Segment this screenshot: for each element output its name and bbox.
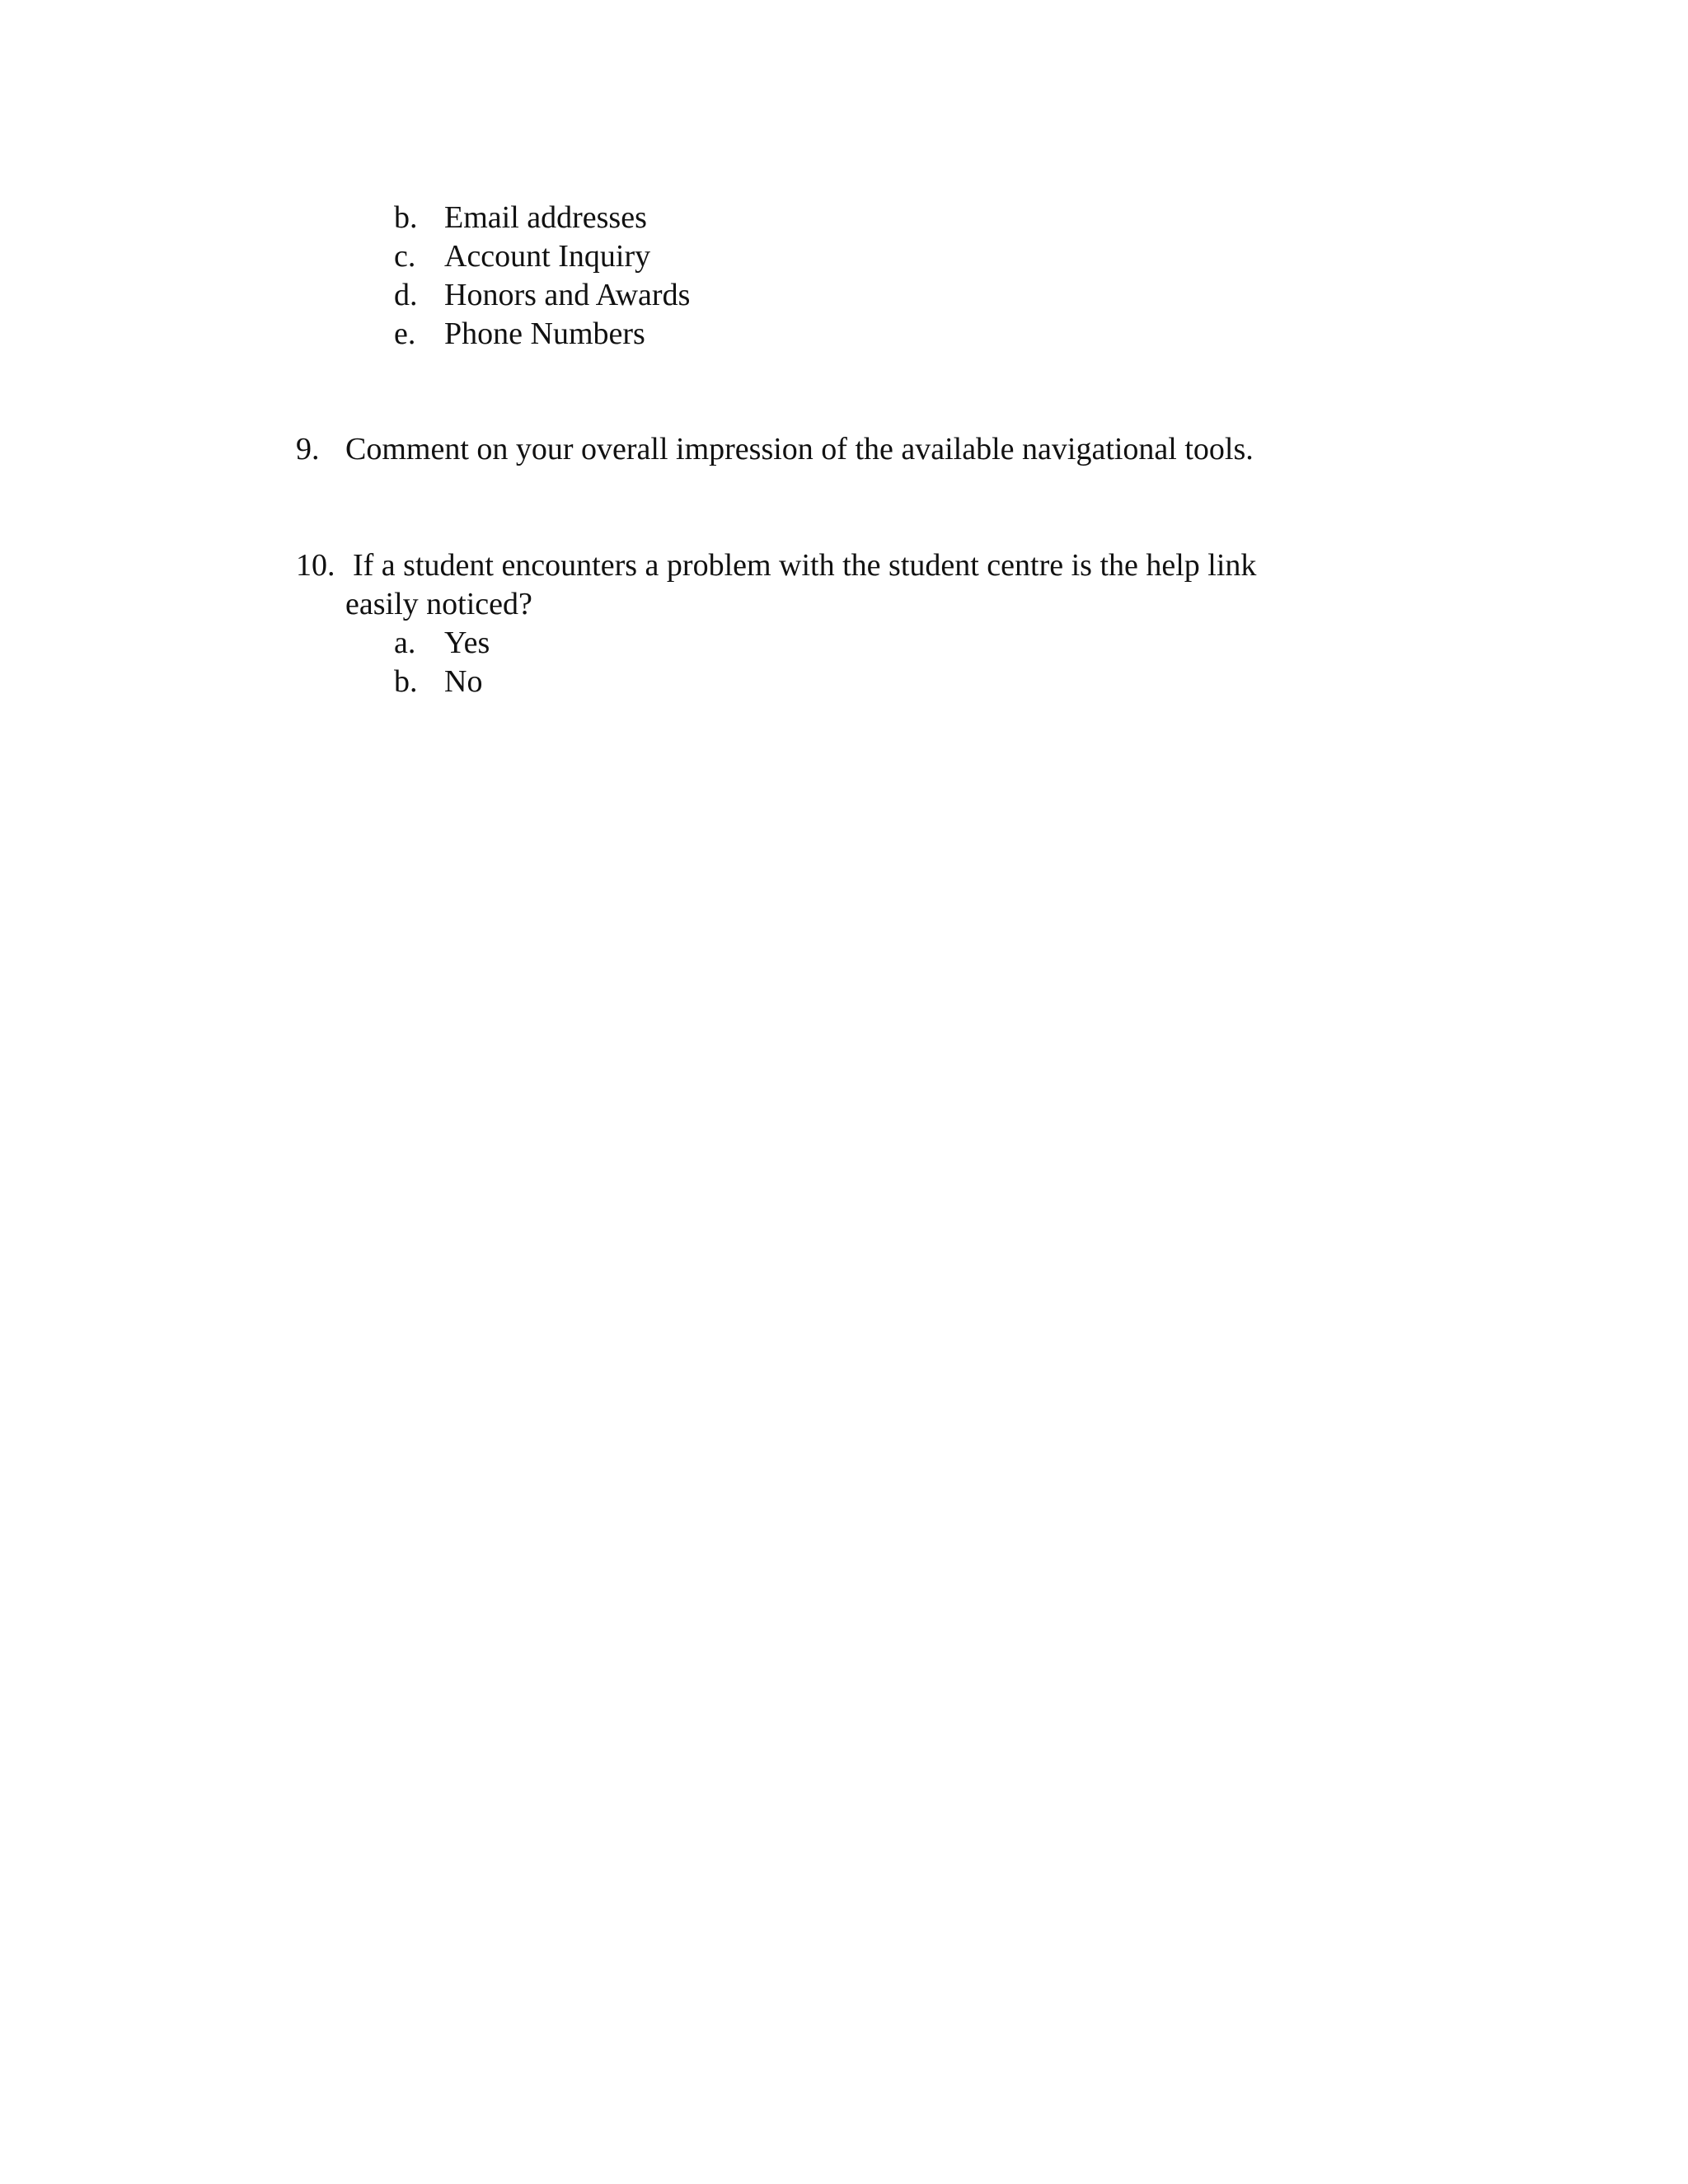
option-text: No (444, 664, 483, 699)
option-text: Yes (444, 626, 490, 660)
option-marker: e. (394, 316, 416, 351)
option-text: Phone Numbers (444, 316, 645, 351)
option-marker: d. (394, 278, 418, 312)
option-text: Account Inquiry (444, 239, 651, 274)
option-marker: a. (394, 626, 416, 660)
option-marker: b. (394, 664, 418, 699)
question-number: 10. (296, 548, 335, 583)
option-text: Email addresses (444, 200, 647, 235)
question-text: Comment on your overall impression of the available navigational tools. (345, 432, 1254, 466)
question-text-line-2: easily noticed? (345, 587, 532, 621)
option-marker: c. (394, 239, 416, 274)
question-number: 9. (296, 432, 320, 466)
question-text-line-1: If a student encounters a problem with the student centre is the help link (353, 548, 1257, 583)
option-text: Honors and Awards (444, 278, 691, 312)
option-marker: b. (394, 200, 418, 235)
